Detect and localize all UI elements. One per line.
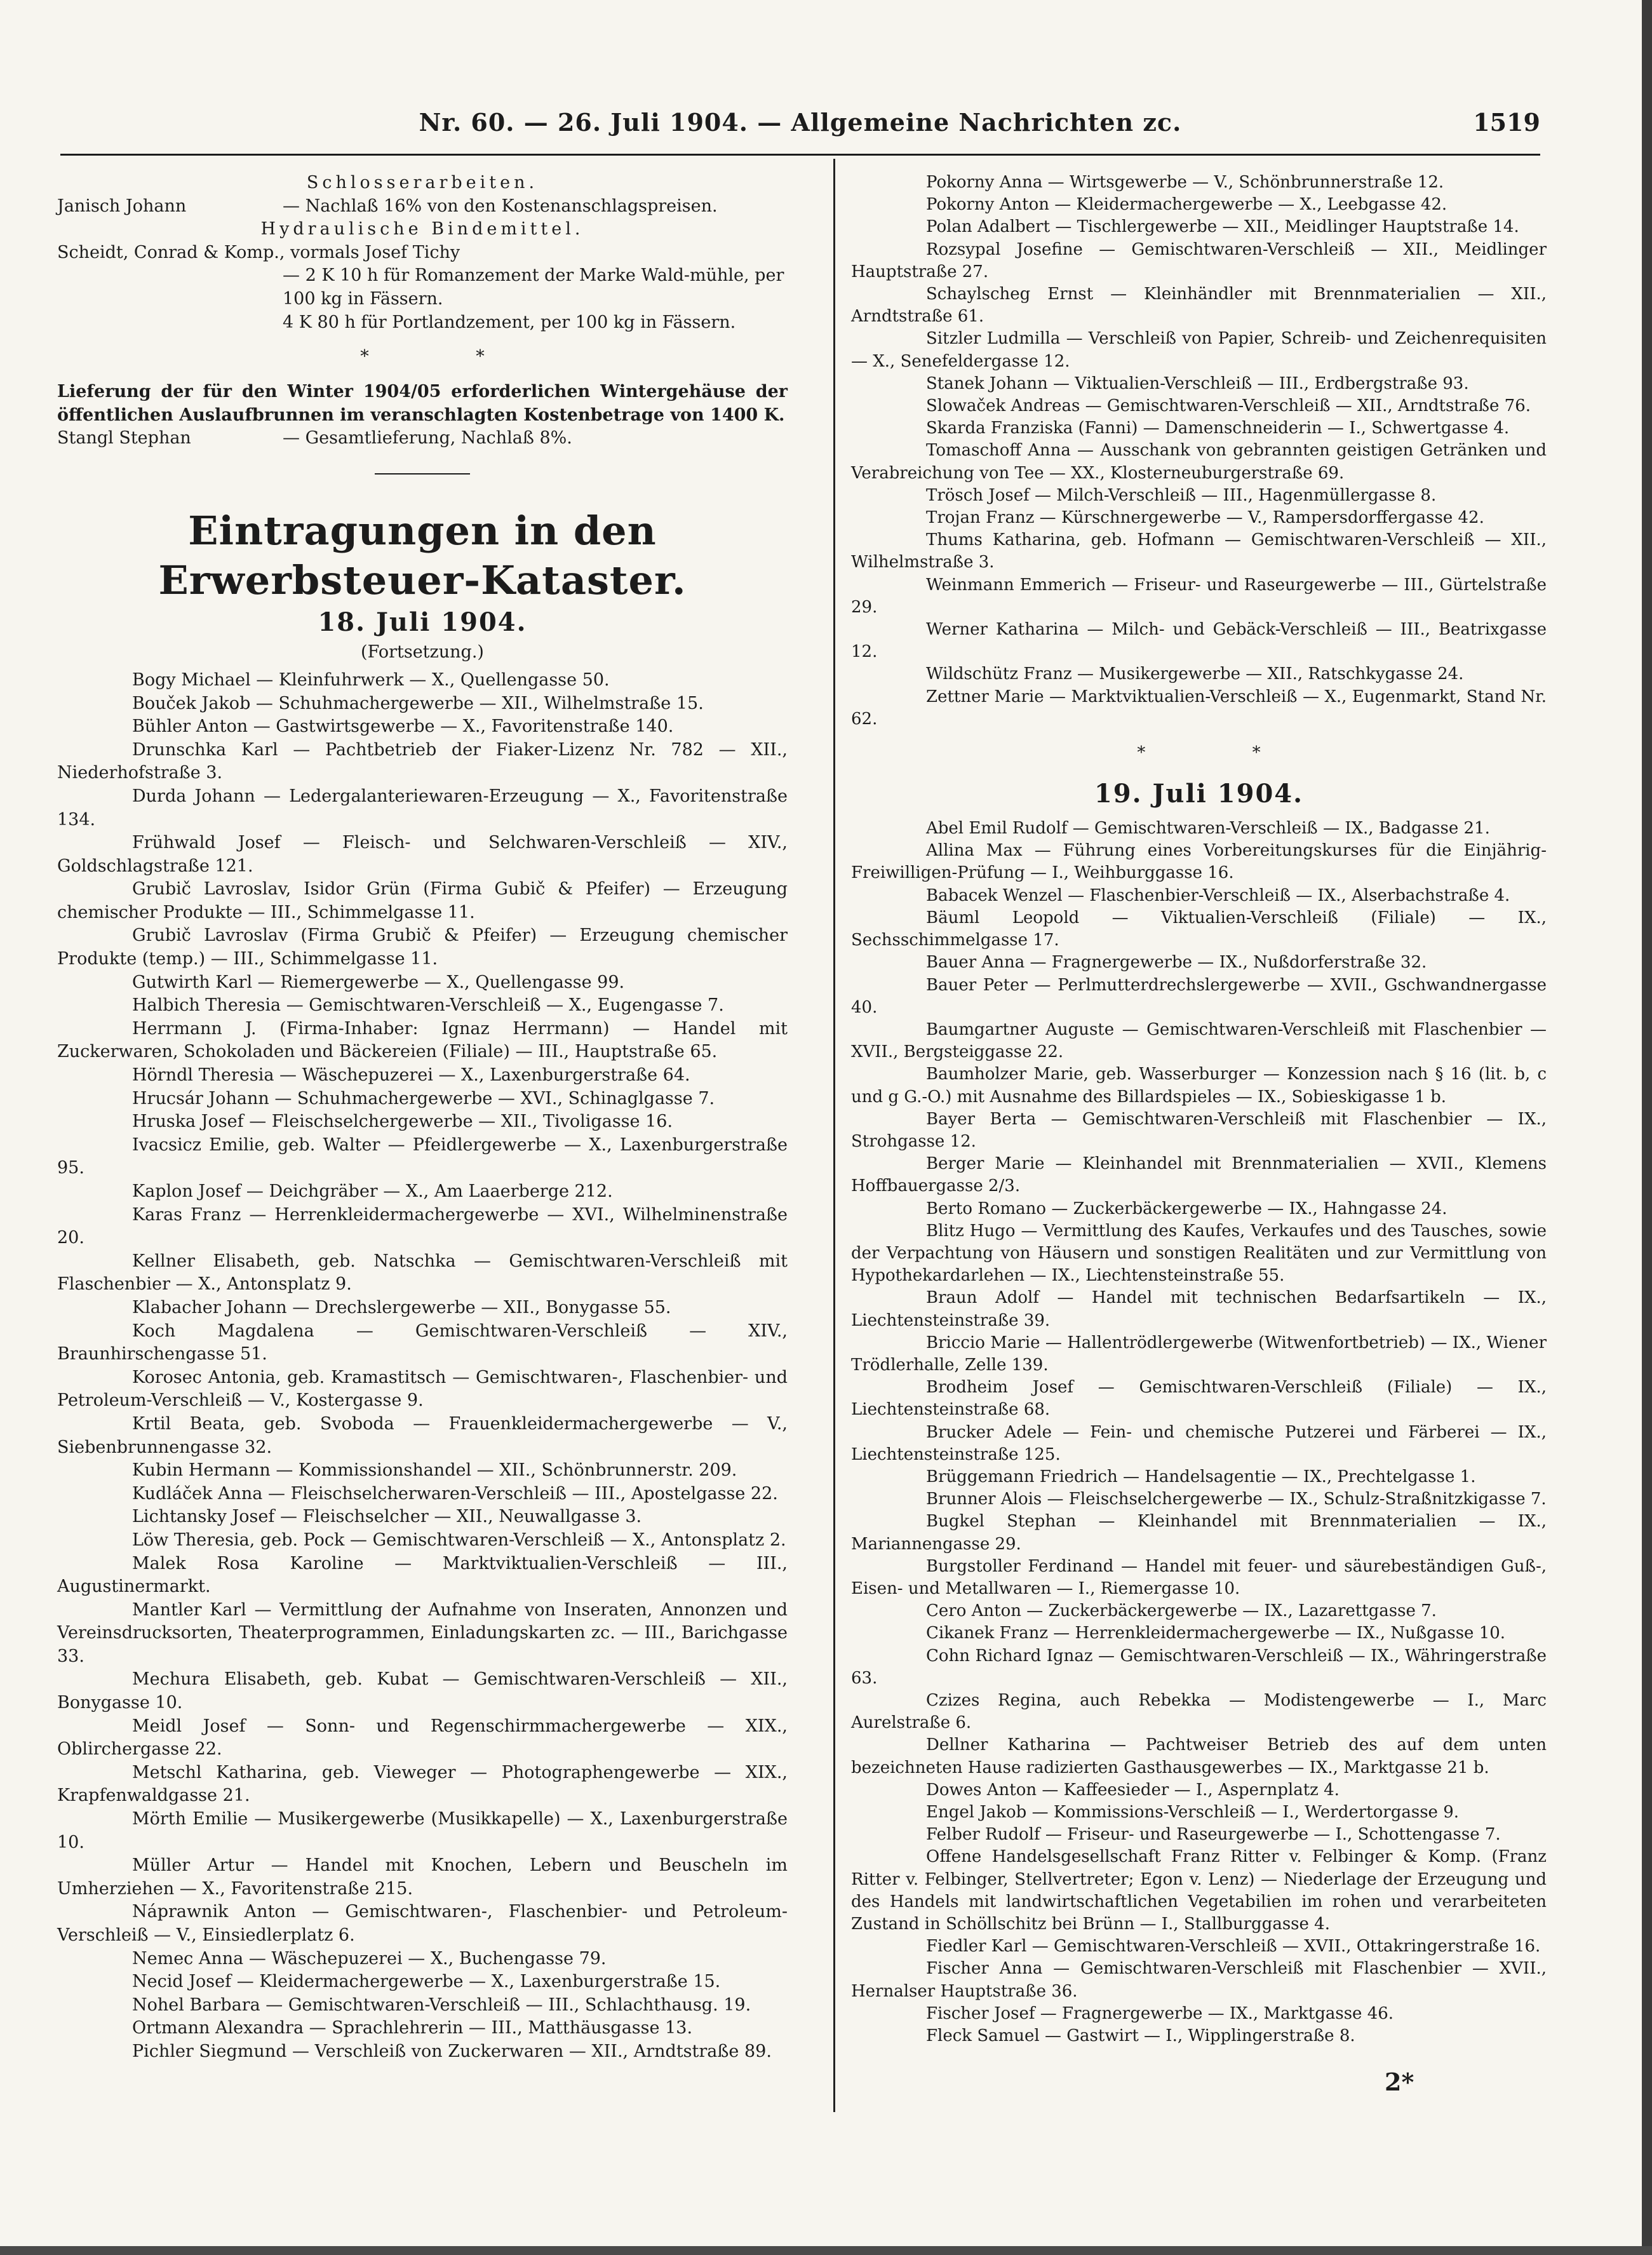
- janisch-name: Janisch Johann: [57, 196, 187, 216]
- separator-stars: * *: [360, 347, 535, 367]
- register-entry: Czizes Regina, auch Rebekka — Modistengewerbe — I., Marc Aurelstraße 6.: [851, 1691, 1547, 1733]
- janisch-text: — Nachlaß 16% von den Kostenanschlagspreisen.: [283, 196, 718, 216]
- register-entry: Stanek Johann — Viktualien-Verschleiß — III., Erdbergstraße 93.: [926, 374, 1469, 393]
- register-entry: Brucker Adele — Fein- und chemische Putzerei und Färberei — IX., Liechtensteinstraße 125.: [851, 1422, 1547, 1464]
- register-entry: Karas Franz — Herrenkleidermachergewerbe — XVI., Wilhelminenstraße 20.: [57, 1204, 788, 1248]
- register-entry: Nohel Barbara — Gemischtwaren-Verschleiß — III., Schlachthausg. 19.: [132, 1995, 751, 2015]
- register-entry: Kudláček Anna — Fleischselcherwaren-Verschleiß — III., Apostelgasse 22.: [132, 1483, 778, 1504]
- lieferung-notice: Lieferung der für den Winter 1904/05 erforderlichen Wintergehäuse der öffentlichen Auslaufbrunnen im veranschlagten Kostenbetrage von 1400 K.: [57, 382, 788, 425]
- register-entry: Blitz Hugo — Vermittlung des Kaufes, Verkaufes und des Tausches, sowie der Verpachtung von Häusern und sonstigen Realitäten und zur Vermittlung von Hypothekardarlehen — IX., Liechtensteinstraße 55.: [851, 1221, 1547, 1286]
- register-entry: Cikanek Franz — Herrenkleidermachergewerbe — IX., Nußgasse 10.: [926, 1624, 1506, 1643]
- register-entry: Metschl Katharina, geb. Vieweger — Photographengewerbe — XIX., Krapfenwaldgasse 21.: [57, 1762, 788, 1806]
- right-column: [851, 172, 1547, 2047]
- header-rule: [60, 154, 1540, 156]
- stangl-entry: [57, 427, 788, 450]
- register-entry: Berto Romano — Zuckerbäckergewerbe — IX., Hahngasse 24.: [926, 1199, 1447, 1218]
- register-entry: Nemec Anna — Wäschepuzerei — X., Buchengasse 79.: [132, 1948, 607, 1969]
- register-entry: Rozsypal Josefine — Gemischtwaren-Verschleiß — XII., Meidlinger Hauptstraße 27.: [851, 239, 1547, 281]
- register-entry: Brüggemann Friedrich — Handelsagentie — IX., Prechtelgasse 1.: [926, 1467, 1476, 1486]
- register-entry: Hrucsár Johann — Schuhmachergewerbe — XVI., Schinaglgasse 7.: [132, 1088, 715, 1108]
- signature-mark: 2*: [1385, 2068, 1414, 2096]
- register-entry: Trojan Franz — Kürschnergewerbe — V., Rampersdorffergasse 42.: [926, 508, 1484, 528]
- register-entry: Krtil Beata, geb. Svoboda — Frauenkleidermachergewerbe — V., Siebenbrunnengasse 32.: [57, 1413, 788, 1457]
- register-entry: Baumgartner Auguste — Gemischtwaren-Verschleiß mit Flaschenbier — XVII., Bergsteiggasse 22.: [851, 1020, 1547, 1062]
- scheidt-name: Scheidt, Conrad & Komp., vormals Josef Tichy: [57, 242, 460, 262]
- page-number: 1519: [1473, 108, 1540, 137]
- register-entry: Pokorny Anton — Kleidermachergewerbe — X., Leebgasse 42.: [926, 195, 1447, 215]
- register-entry: Klabacher Johann — Drechslergewerbe — XII., Bonygasse 55.: [132, 1297, 671, 1317]
- register-entry: Bäuml Leopold — Viktualien-Verschleiß (Filiale) — IX., Sechsschimmelgasse 17.: [851, 908, 1547, 950]
- register-entry: Ivacsicz Emilie, geb. Walter — Pfeidlergewerbe — X., Laxenburgerstraße 95.: [57, 1134, 788, 1178]
- register-entry: Briccio Marie — Hallentrödlergewerbe (Witwenfortbetrieb) — IX., Wiener Trödlerhalle, Zelle 139.: [851, 1333, 1547, 1375]
- register-entry: Kaplon Josef — Deichgräber — X., Am Laaerberge 212.: [132, 1181, 613, 1201]
- register-entry: Löw Theresia, geb. Pock — Gemischtwaren-Verschleiß — X., Antonsplatz 2.: [132, 1530, 786, 1550]
- register-entry: Cohn Richard Ignaz — Gemischtwaren-Verschleiß — IX., Währingerstraße 63.: [851, 1646, 1547, 1688]
- register-entry: Ortmann Alexandra — Sprachlehrerin — III., Matthäusgasse 13.: [132, 2018, 693, 2038]
- register-entry: Engel Jakob — Kommissions-Verschleiß — I., Werdertorgasse 9.: [926, 1803, 1460, 1822]
- register-entry: Malek Rosa Karoline — Marktviktualien-Verschleiß — III., Augustinermarkt.: [57, 1553, 788, 1597]
- register-entry: Dellner Katharina — Pachtweiser Betrieb des auf dem unten bezeichneten Hause radizierten Gasthausgewerbes — IX., Marktgasse 21 b.: [851, 1735, 1547, 1777]
- separator-stars-right: * *: [1137, 743, 1312, 763]
- register-entry: Dowes Anton — Kaffeesieder — I., Aspernplatz 4.: [926, 1780, 1340, 1800]
- register-entry: Brunner Alois — Fleischselchergewerbe — IX., Schulz-Straßnitzkigasse 7.: [926, 1490, 1547, 1509]
- register-entry: Durda Johann — Ledergalanteriewaren-Erzeugung — X., Favoritenstraße 134.: [57, 786, 788, 830]
- register-entry: Zettner Marie — Marktviktualien-Verschleiß — X., Eugenmarkt, Stand Nr. 62.: [851, 687, 1547, 729]
- register-entry: Thums Katharina, geb. Hofmann — Gemischtwaren-Verschleiß — XII., Wilhelmstraße 3.: [851, 530, 1547, 572]
- register-entry: Polan Adalbert — Tischlergewerbe — XII., Meidlinger Hauptstraße 14.: [926, 217, 1519, 237]
- register-entry: Halbich Theresia — Gemischtwaren-Verschleiß — X., Eugengasse 7.: [132, 995, 724, 1016]
- left-entry-list: [57, 669, 788, 2064]
- register-entry: Fischer Anna — Gemischtwaren-Verschleiß mit Flaschenbier — XVII., Hernalser Hauptstraße 36.: [851, 1959, 1547, 2001]
- janisch-entry: [57, 195, 788, 219]
- section-title: Eintragungen in den Erwerbsteuer-Kataster.: [158, 507, 687, 603]
- register-entry: Mantler Karl — Vermittlung der Aufnahme von Inseraten, Annonzen und Vereinsdrucksorten, Theaterprogrammen, Einladungskarten zc. — III., Barichgasse 33.: [57, 1599, 788, 1666]
- register-entry: Trösch Josef — Milch-Verschleiß — III., Hagenmüllergasse 8.: [926, 485, 1437, 505]
- register-entry: Lichtansky Josef — Fleischselcher — XII., Neuwallgasse 3.: [132, 1507, 642, 1527]
- scheidt-line-2: 4 K 80 h für Portlandzement, per 100 kg in Fässern.: [283, 312, 736, 332]
- date-heading-18-juli: 18. Juli 1904.: [318, 607, 527, 637]
- scan-edge-bottom: [0, 2246, 1652, 2255]
- register-entry: Cero Anton — Zuckerbäckergewerbe — IX., Lazarettgasse 7.: [926, 1601, 1437, 1621]
- register-entry: Allina Max — Führung eines Vorbereitungskurses für die Einjährig-Freiwilligen-Prüfung — I., Weihburggasse 16.: [851, 841, 1547, 883]
- register-entry: Drunschka Karl — Pachtbetrieb der Fiaker-Lizenz Nr. 782 — XII., Niederhofstraße 3.: [57, 739, 788, 783]
- register-entry: Mörth Emilie — Musikergewerbe (Musikkapelle) — X., Laxenburgerstraße 10.: [57, 1809, 788, 1852]
- register-entry: Skarda Franziska (Fanni) — Damenschneiderin — I., Schwertgasse 4.: [926, 419, 1510, 438]
- register-entry: Braun Adolf — Handel mit technischen Bedarfsartikeln — IX., Liechtensteinstraße 39.: [851, 1288, 1547, 1330]
- hydraulic-heading: Hydraulische Bindemittel.: [260, 219, 584, 239]
- register-entry: Pokorny Anna — Wirtsgewerbe — V., Schönbrunnerstraße 12.: [926, 173, 1444, 192]
- register-entry: Felber Rudolf — Friseur- und Raseurgewerbe — I., Schottengasse 7.: [926, 1825, 1501, 1845]
- register-entry: Mechura Elisabeth, geb. Kubat — Gemischtwaren-Verschleiß — XII., Bonygasse 10.: [57, 1669, 788, 1713]
- column-divider: [833, 159, 835, 2112]
- register-entry: Werner Katharina — Milch- und Gebäck-Verschleiß — III., Beatrixgasse 12.: [851, 620, 1547, 662]
- register-entry: Schaylscheg Ernst — Kleinhändler mit Brennmaterialien — XII., Arndtstraße 61.: [851, 285, 1547, 326]
- register-entry: Wildschütz Franz — Musikergewerbe — XII., Ratschkygasse 24.: [926, 664, 1464, 684]
- register-entry: Tomaschoff Anna — Ausschank von gebrannten geistigen Getränken und Verabreichung von Tee — XX., Klosterneuburgerstraße 69.: [851, 441, 1547, 483]
- register-entry: Herrmann J. (Firma-Inhaber: Ignaz Herrmann) — Handel mit Zuckerwaren, Schokoladen und Bäckereien (Filiale) — III., Hauptstraße 65.: [57, 1018, 788, 1062]
- register-entry: Bauer Peter — Perlmutterdrechslergewerbe — XVII., Gschwandnergasse 40.: [851, 975, 1547, 1017]
- scheidt-line-1: — 2 K 10 h für Romanzement der Marke Wald-mühle, per 100 kg in Fässern.: [283, 266, 784, 309]
- register-entry: Burgstoller Ferdinand — Handel mit feuer- und säurebeständigen Guß-, Eisen- und Metallwaren — I., Riemergasse 10.: [851, 1556, 1547, 1598]
- right-entry-list-b: [851, 818, 1547, 2047]
- register-entry: Bühler Anton — Gastwirtsgewerbe — X., Favoritenstraße 140.: [132, 717, 674, 737]
- register-entry: Meidl Josef — Sonn- und Regenschirmmachergewerbe — XIX., Oblirchergasse 22.: [57, 1716, 788, 1760]
- stangl-name: Stangl Stephan: [57, 428, 191, 448]
- register-entry: Kubin Hermann — Kommissionshandel — XII., Schönbrunnerstr. 209.: [132, 1460, 737, 1481]
- register-entry: Brodheim Josef — Gemischtwaren-Verschleiß (Filiale) — IX., Liechtensteinstraße 68.: [851, 1378, 1547, 1420]
- register-entry: Fleck Samuel — Gastwirt — I., Wipplingerstraße 8.: [926, 2026, 1355, 2046]
- register-entry: Koch Magdalena — Gemischtwaren-Verschleiß — XIV., Braunhirschengasse 51.: [57, 1321, 788, 1364]
- continuation-note: (Fortsetzung.): [361, 642, 484, 662]
- register-entry: Pichler Siegmund — Verschleiß von Zuckerwaren — XII., Arndtstraße 89.: [132, 2041, 772, 2061]
- register-entry: Bouček Jakob — Schuhmachergewerbe — XII., Wilhelmstraße 15.: [132, 693, 704, 713]
- running-head: Nr. 60. — 26. Juli 1904. — Allgemeine Nachrichten zc.: [419, 108, 1182, 137]
- register-entry: Baumholzer Marie, geb. Wasserburger — Konzession nach § 16 (lit. b, c und g G.-O.) mit Ausnahme des Billardspieles — IX., Sobieskigasse 1 b.: [851, 1065, 1547, 1107]
- register-entry: Fischer Josef — Fragnergewerbe — IX., Marktgasse 46.: [926, 2003, 1394, 2023]
- register-entry: Hörndl Theresia — Wäschepuzerei — X., Laxenburgerstraße 64.: [132, 1065, 690, 1086]
- register-entry: Gutwirth Karl — Riemergewerbe — X., Quellengasse 99.: [132, 972, 625, 992]
- register-entry: Weinmann Emmerich — Friseur- und Raseurgewerbe — III., Gürtelstraße 29.: [851, 575, 1547, 617]
- stangl-text: — Gesamtlieferung, Nachlaß 8%.: [283, 428, 572, 448]
- register-entry: Müller Artur — Handel mit Knochen, Lebern und Beuscheln im Umherziehen — X., Favoritenstraße 215.: [57, 1855, 788, 1899]
- register-entry: Grubič Lavroslav, Isidor Grün (Firma Gubič & Pfeifer) — Erzeugung chemischer Produkte — III., Schimmelgasse 11.: [57, 879, 788, 922]
- register-entry: Bauer Anna — Fragnergewerbe — IX., Nußdorferstraße 32.: [926, 953, 1427, 973]
- register-entry: Fiedler Karl — Gemischtwaren-Verschleiß — XVII., Ottakringerstraße 16.: [926, 1937, 1541, 1956]
- left-column: [57, 172, 788, 2064]
- register-entry: Náprawnik Anton — Gemischtwaren-, Flaschenbier- und Petroleum-Verschleiß — V., Einsiedlerplatz 6.: [57, 1902, 788, 1945]
- section-divider: [375, 473, 470, 475]
- register-entry: Abel Emil Rudolf — Gemischtwaren-Verschleiß — IX., Badgasse 21.: [926, 819, 1490, 838]
- page-header: [60, 108, 1540, 152]
- date-heading-19-juli: 19. Juli 1904.: [1094, 779, 1304, 809]
- register-entry: Slowaček Andreas — Gemischtwaren-Verschleiß — XII., Arndtstraße 76.: [926, 396, 1531, 416]
- register-entry: Bayer Berta — Gemischtwaren-Verschleiß mit Flaschenbier — IX., Strohgasse 12.: [851, 1109, 1547, 1151]
- scan-edge-right: [1642, 0, 1652, 2255]
- register-entry: Babacek Wenzel — Flaschenbier-Verschleiß — IX., Alserbachstraße 4.: [926, 885, 1510, 905]
- register-entry: Grubič Lavroslav (Firma Grubič & Pfeifer) — Erzeugung chemischer Produkte (temp.) — III., Schimmelgasse 11.: [57, 926, 788, 969]
- register-entry: Korosec Antonia, geb. Kramastitsch — Gemischtwaren-, Flaschenbier- und Petroleum-Verschleiß — V., Kostergasse 9.: [57, 1367, 788, 1411]
- right-entry-list-a: [851, 172, 1547, 730]
- register-entry: Frühwald Josef — Fleisch- und Selchwaren-Verschleiß — XIV., Goldschlagstraße 121.: [57, 833, 788, 876]
- register-entry: Hruska Josef — Fleischselchergewerbe — XII., Tivoligasse 16.: [132, 1112, 673, 1132]
- register-entry: Offene Handelsgesellschaft Franz Ritter v. Felbinger & Komp. (Franz Ritter v. Felbinger, Stellvertreter; Egon v. Lenz) — Niederlage der Erzeugung und des Handels mit landwirtschaftlichen Vegetabilien im rohen und verarbeiteten Zustand in Schöllschitz bei Brünn — I., Stallburggasse 4.: [851, 1847, 1547, 1934]
- register-entry: Kellner Elisabeth, geb. Natschka — Gemischtwaren-Verschleiß mit Flaschenbier — X., Antonsplatz 9.: [57, 1251, 788, 1295]
- register-entry: Berger Marie — Kleinhandel mit Brennmaterialien — XVII., Klemens Hoffbauergasse 2/3.: [851, 1154, 1547, 1196]
- schlosser-heading: Schlosserarbeiten.: [306, 173, 539, 192]
- register-entry: Sitzler Ludmilla — Verschleiß von Papier, Schreib- und Zeichenrequisiten — X., Senefeldergasse 12.: [851, 329, 1547, 371]
- register-entry: Necid Josef — Kleidermachergewerbe — X., Laxenburgerstraße 15.: [132, 1972, 721, 1992]
- register-entry: Bugkel Stephan — Kleinhandel mit Brennmaterialien — IX., Mariannengasse 29.: [851, 1512, 1547, 1554]
- register-entry: Bogy Michael — Kleinfuhrwerk — X., Quellengasse 50.: [132, 670, 610, 690]
